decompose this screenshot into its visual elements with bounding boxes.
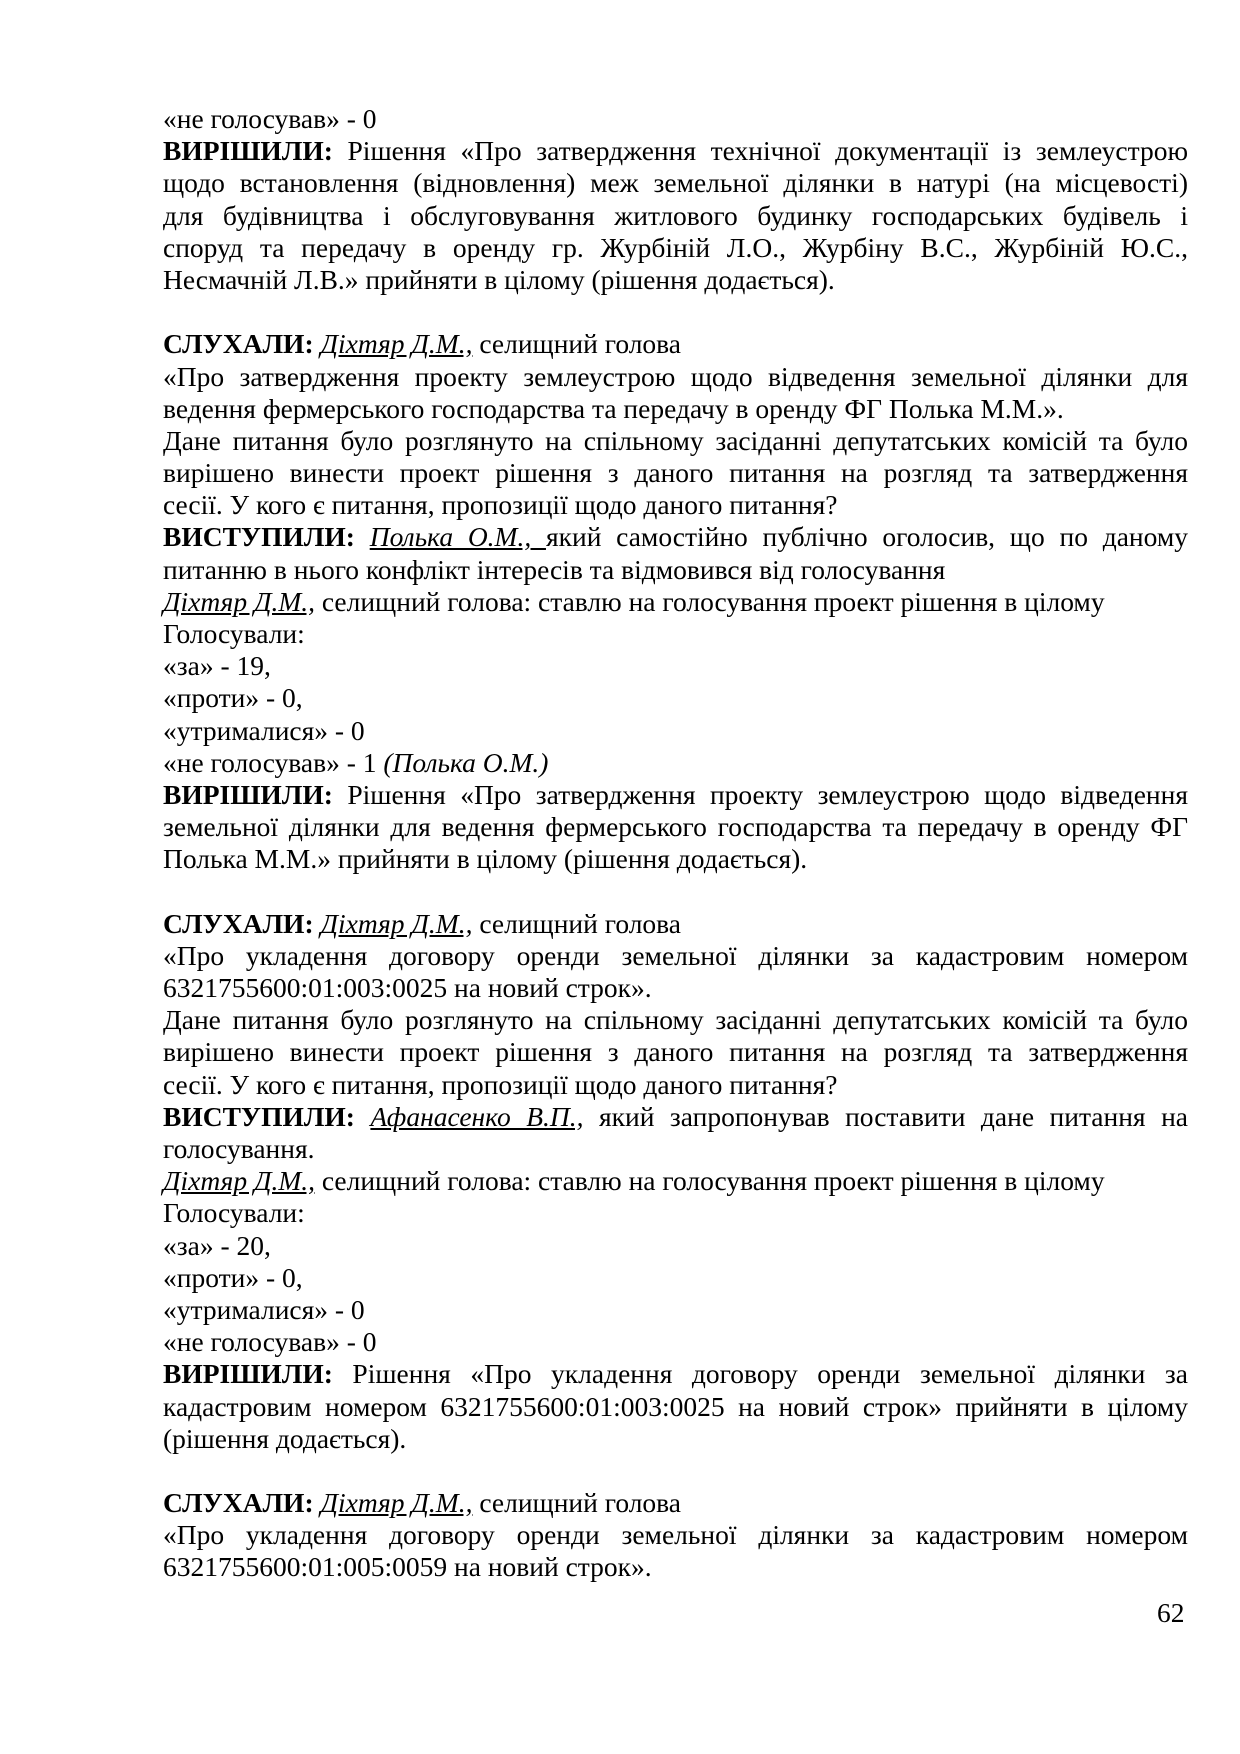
vote-against: «проти» - 0,: [163, 1261, 303, 1293]
heard-line: [163, 328, 1188, 360]
abstainer-name: (Полька О.М.): [383, 746, 549, 778]
heard-label: СЛУХАЛИ:: [163, 328, 314, 360]
speaker-name: Афанасенко В.П.,: [370, 1100, 584, 1132]
decision-line: ВИРІШИЛИ: Рішення «Про затвердження технічної документації із землеустрою: [163, 135, 1188, 167]
vote-for: «за» - 20,: [163, 1229, 271, 1261]
speaker-name: Діхтяр Д.М.,: [163, 585, 315, 617]
decision-line: (рішення додається).: [163, 1422, 407, 1454]
heard-line: [163, 908, 1188, 940]
speaker-name: Діхтяр Д.М.,: [320, 907, 473, 939]
decision-line: для будівництва і обслуговування житлового будинку господарських будівель і: [163, 199, 1188, 231]
spoke-line: питанню в нього конфлікт інтересів та відмовився від голосування: [163, 553, 946, 585]
vote-not-voted: «не голосував» - 1 (Полька О.М.): [163, 746, 549, 778]
speaker-name: Полька О.М.,: [369, 521, 546, 553]
decision-line: Полька М.М.» прийняти в цілому (рішення додається).: [163, 843, 808, 875]
heard-line: [163, 1487, 1188, 1519]
decision-line: ВИРІШИЛИ: Рішення «Про укладення договору оренди земельної ділянки за: [163, 1358, 1188, 1390]
decided-label: ВИРІШИЛИ:: [163, 778, 333, 810]
vote-abstained: «утрималися» - 0: [163, 714, 365, 746]
paragraph-line: Дане питання було розглянуто на спільному засіданні депутатських комісій та було: [163, 1004, 1188, 1036]
agenda-title: «Про укладення договору оренди земельної ділянки за кадастровим номером: [163, 939, 1188, 971]
vote-header: Голосували:: [163, 1197, 305, 1229]
spoke-line: ВИСТУПИЛИ: Афанасенко В.П., який запропонував поставити дане питання на: [163, 1100, 1188, 1132]
spoke-line: ВИСТУПИЛИ: Полька О.М., який самостійно публічно оголосив, що по даному: [163, 521, 1189, 553]
page-number: 62: [1157, 1597, 1185, 1628]
vote-not-voted: «не голосував» - 0: [163, 1326, 377, 1358]
agenda-title: 6321755600:01:005:0059 на новий строк».: [163, 1551, 652, 1583]
vote-against: «проти» - 0,: [163, 682, 303, 714]
heard-label: СЛУХАЛИ:: [163, 907, 314, 939]
paragraph-line: вирішено винести проект рішення з даного питання на розгляд та затвердження: [163, 457, 1188, 489]
decided-label: ВИРІШИЛИ:: [163, 1358, 333, 1390]
paragraph-line: Дане питання було розглянуто на спільному засіданні депутатських комісій та було: [163, 424, 1188, 456]
chair-vote-line: Діхтяр Д.М., селищний голова: ставлю на голосування проект рішення в цілому: [163, 585, 1105, 617]
speaker-name: Діхтяр Д.М.,: [320, 1487, 473, 1519]
spoke-line: голосування.: [163, 1133, 315, 1164]
paragraph-line: вирішено винести проект рішення з даного питання на розгляд та затвердження: [163, 1036, 1188, 1068]
agenda-title: 6321755600:01:003:0025 на новий строк».: [163, 972, 652, 1004]
document-page: [163, 103, 1188, 1584]
speaker-name: Діхтяр Д.М.,: [320, 328, 473, 360]
chair-vote-line: Діхтяр Д.М., селищний голова: ставлю на голосування проект рішення в цілому: [163, 1165, 1105, 1197]
decision-line: кадастровим номером 6321755600:01:003:0025 на новий строк» прийняти в цілому: [163, 1390, 1188, 1422]
heard-label: СЛУХАЛИ:: [163, 1487, 314, 1519]
speaker-role: селищний голова: [472, 328, 682, 360]
spoke-label: ВИСТУПИЛИ:: [163, 521, 355, 553]
speaker-name: Діхтяр Д.М.,: [163, 1165, 315, 1197]
vote-for: «за» - 19,: [163, 650, 271, 682]
spoke-label: ВИСТУПИЛИ:: [163, 1100, 355, 1132]
vote-abstained: «утрималися» - 0: [163, 1293, 365, 1325]
speaker-role: селищний голова: [472, 1487, 682, 1519]
agenda-title: «Про укладення договору оренди земельної ділянки за кадастровим номером: [163, 1519, 1188, 1551]
agenda-title: ведення фермерського господарства та передачу в оренду ФГ Полька М.М.».: [163, 392, 1064, 424]
decision-line: Несмачній Л.В.» прийняти в цілому (рішення додається).: [163, 263, 835, 295]
paragraph-line: сесії. У кого є питання, пропозиції щодо даного питання?: [163, 1068, 838, 1100]
decision-line: ВИРІШИЛИ: Рішення «Про затвердження проекту землеустрою щодо відведення: [163, 778, 1188, 810]
paragraph-line: сесії. У кого є питання, пропозиції щодо даного питання?: [163, 489, 838, 521]
decision-line: щодо встановлення (відновлення) меж земельної ділянки в натурі (на місцевості): [163, 167, 1188, 199]
vote-not-voted: «не голосував» - 0: [163, 103, 377, 134]
decision-line: споруд та передачу в оренду гр. Журбіній Л.О., Журбіну В.С., Журбіній Ю.С.,: [163, 231, 1188, 263]
agenda-title: «Про затвердження проекту землеустрою щодо відведення земельної ділянки для: [163, 360, 1188, 392]
decision-line: земельної ділянки для ведення фермерського господарства та передачу в оренду ФГ: [163, 811, 1188, 843]
decided-label: ВИРІШИЛИ:: [163, 135, 333, 167]
speaker-role: селищний голова: [472, 907, 682, 939]
vote-header: Голосували:: [163, 618, 305, 649]
